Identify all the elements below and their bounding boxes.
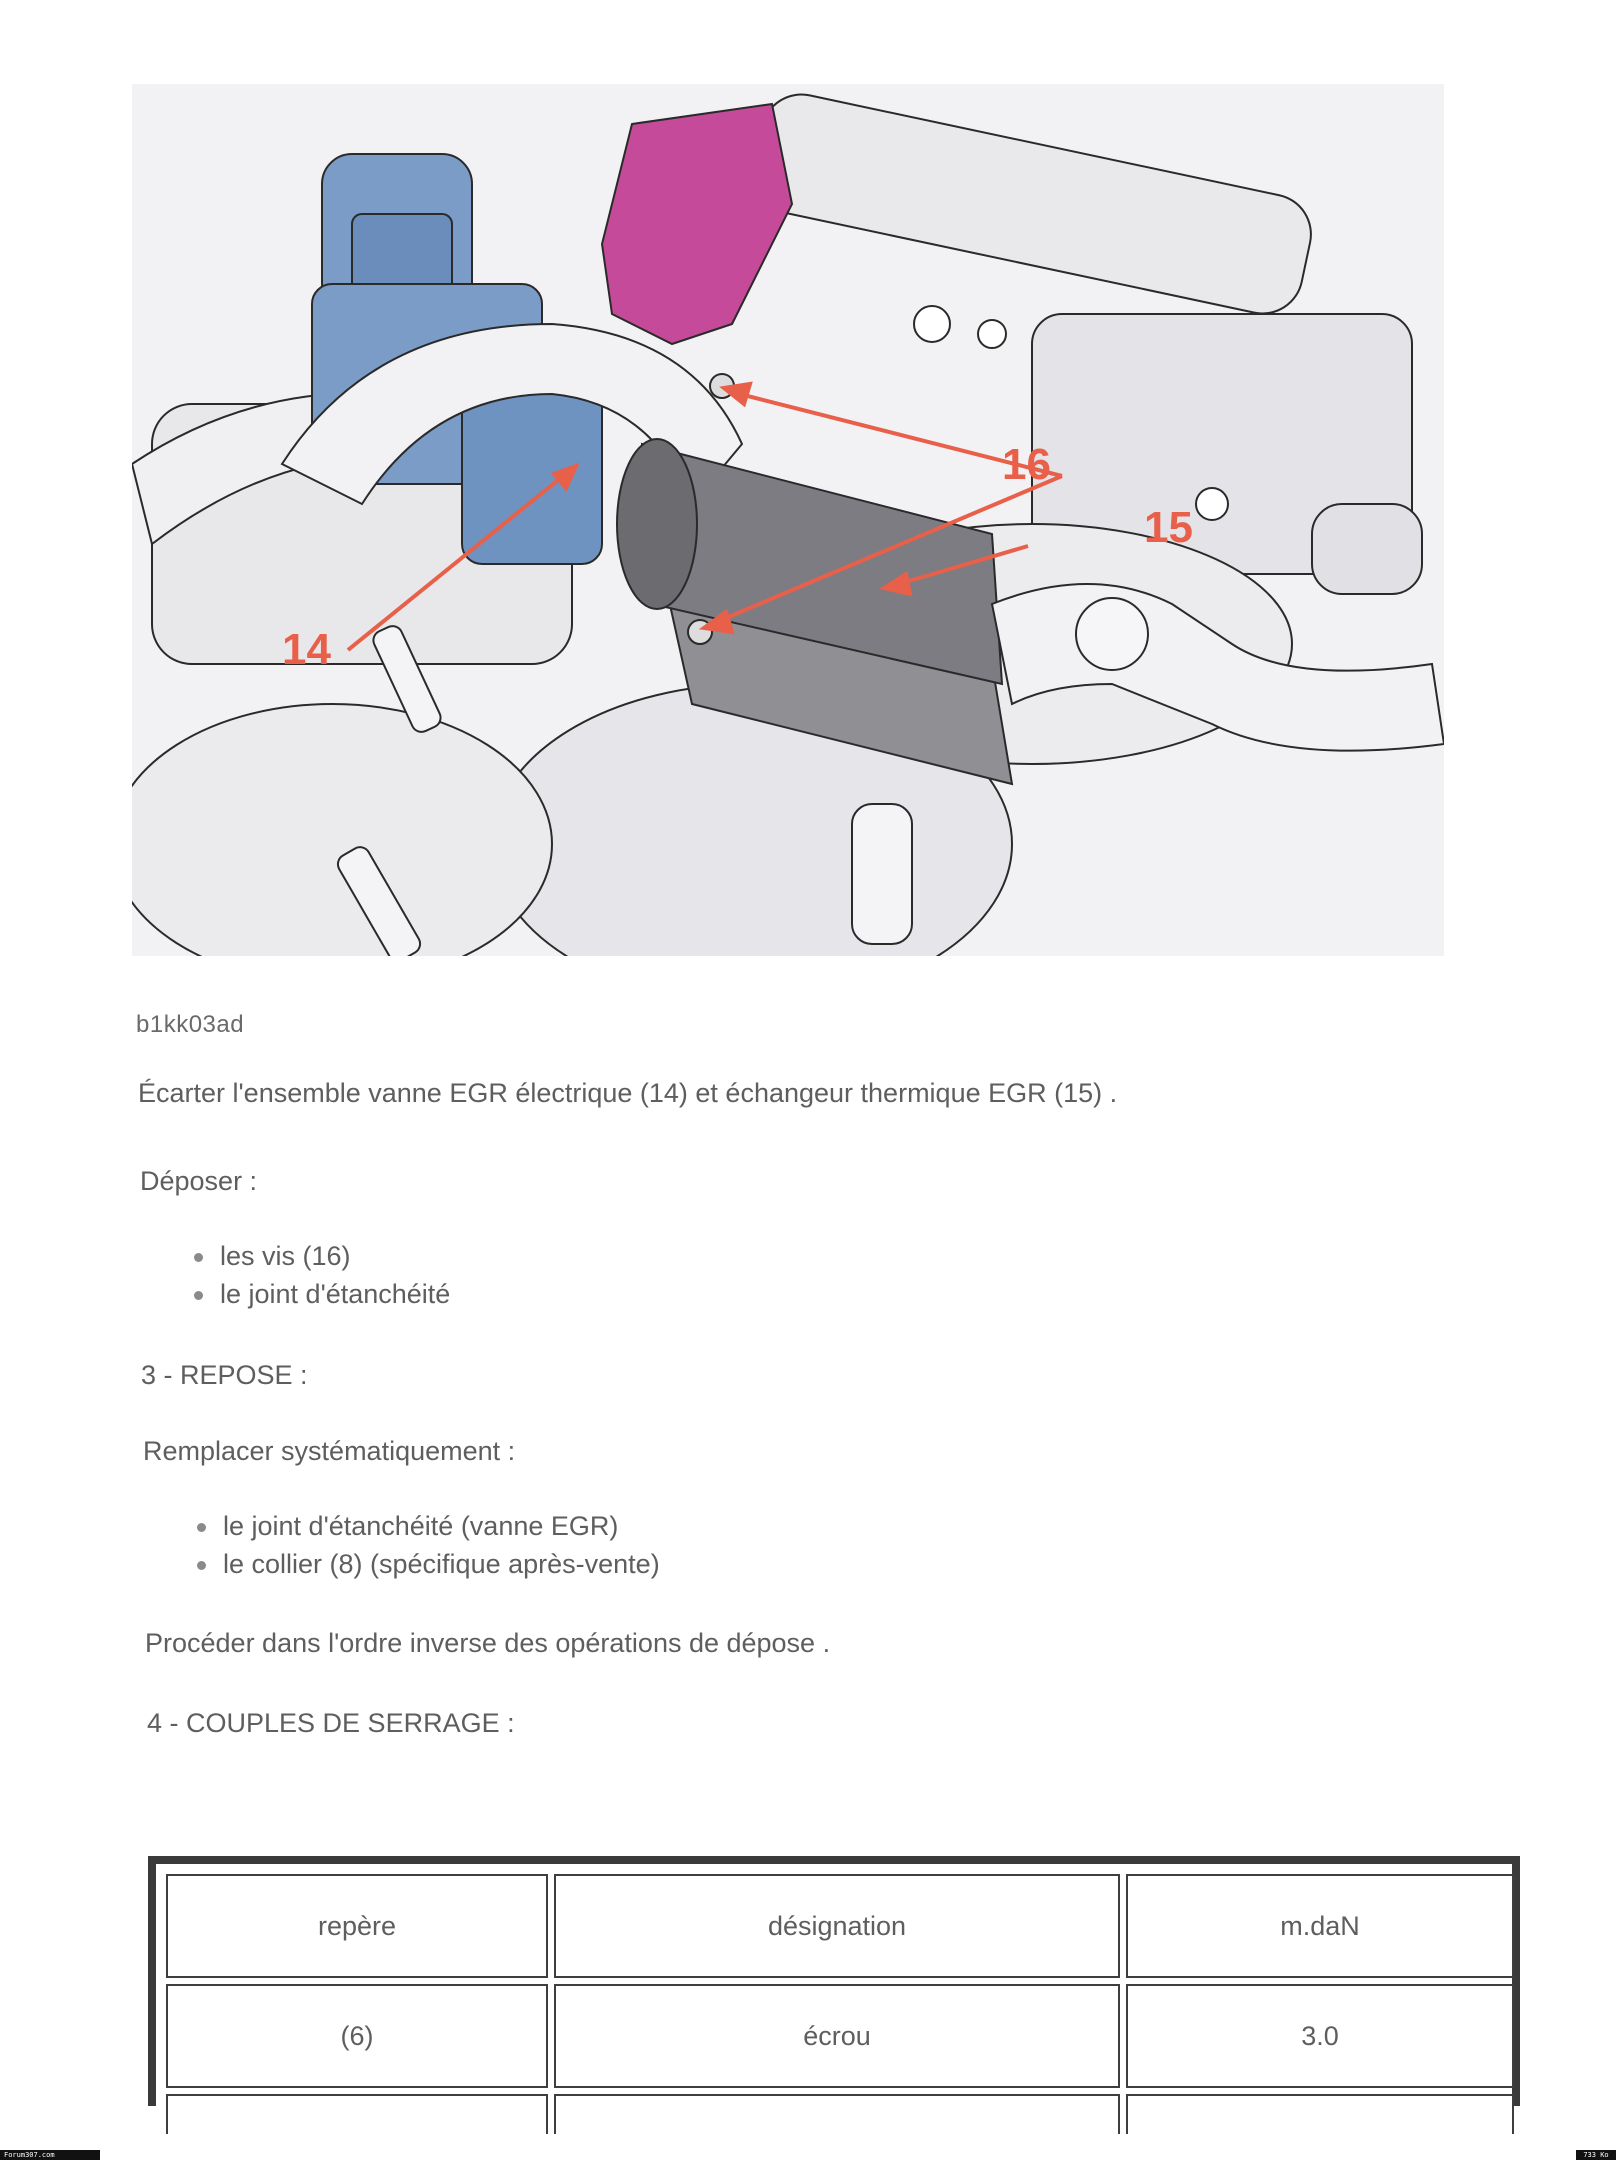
heading-couples: 4 - COUPLES DE SERRAGE : [147,1708,515,1738]
list-item [190,1275,450,1313]
footer-right-tag: 733 Ko [1576,2150,1616,2160]
list-remplacer [193,1507,660,1583]
bullet-icon [194,1291,203,1300]
list-item [190,1237,450,1275]
bullet-icon [197,1561,206,1570]
list-item [193,1507,660,1545]
table-header-mdan: m.daN [1126,1874,1514,1978]
table-header-repere: repère [166,1874,548,1978]
list-item-text: le joint d'étanchéité [220,1279,451,1309]
list-item-text: le collier (8) (spécifique après-vente) [223,1549,660,1579]
table-cell-repere: (6) [166,1984,548,2088]
table-cell-designation: écrou [554,1984,1120,2088]
callout-15: 15 [1144,503,1193,552]
list-item [193,1545,660,1583]
heading-repose: 3 - REPOSE : [141,1360,308,1390]
paragraph-remplacer: Remplacer systématiquement : [143,1436,516,1466]
torque-table [148,1856,1520,2106]
figure-caption: b1kk03ad [136,1011,245,1038]
egr-diagram [132,84,1444,956]
footer-left-tag: Forum307.com [0,2150,100,2160]
list-deposer [190,1237,450,1313]
table-cell-mdan: 3.0 [1126,1984,1514,2088]
bullet-icon [197,1523,206,1532]
clamp [1076,598,1148,670]
paragraph-ecarter: Écarter l'ensemble vanne EGR électrique (14) et échangeur thermique EGR (15) . [138,1078,1118,1108]
callout-14: 14 [282,625,331,674]
table-cell-empty [554,2094,1120,2134]
callout-16: 16 [1002,440,1051,489]
table-header-designation: désignation [554,1874,1120,1978]
bottom-bar [0,2152,1616,2160]
paragraph-deposer: Déposer : [140,1166,258,1196]
table-cell-empty [166,2094,548,2134]
bullet-icon [194,1253,203,1262]
list-item-text: les vis (16) [220,1241,351,1271]
paragraph-proceder: Procéder dans l'ordre inverse des opérations de dépose . [145,1628,831,1658]
table-cell-empty [1126,2094,1514,2134]
list-item-text: le joint d'étanchéité (vanne EGR) [223,1511,619,1541]
